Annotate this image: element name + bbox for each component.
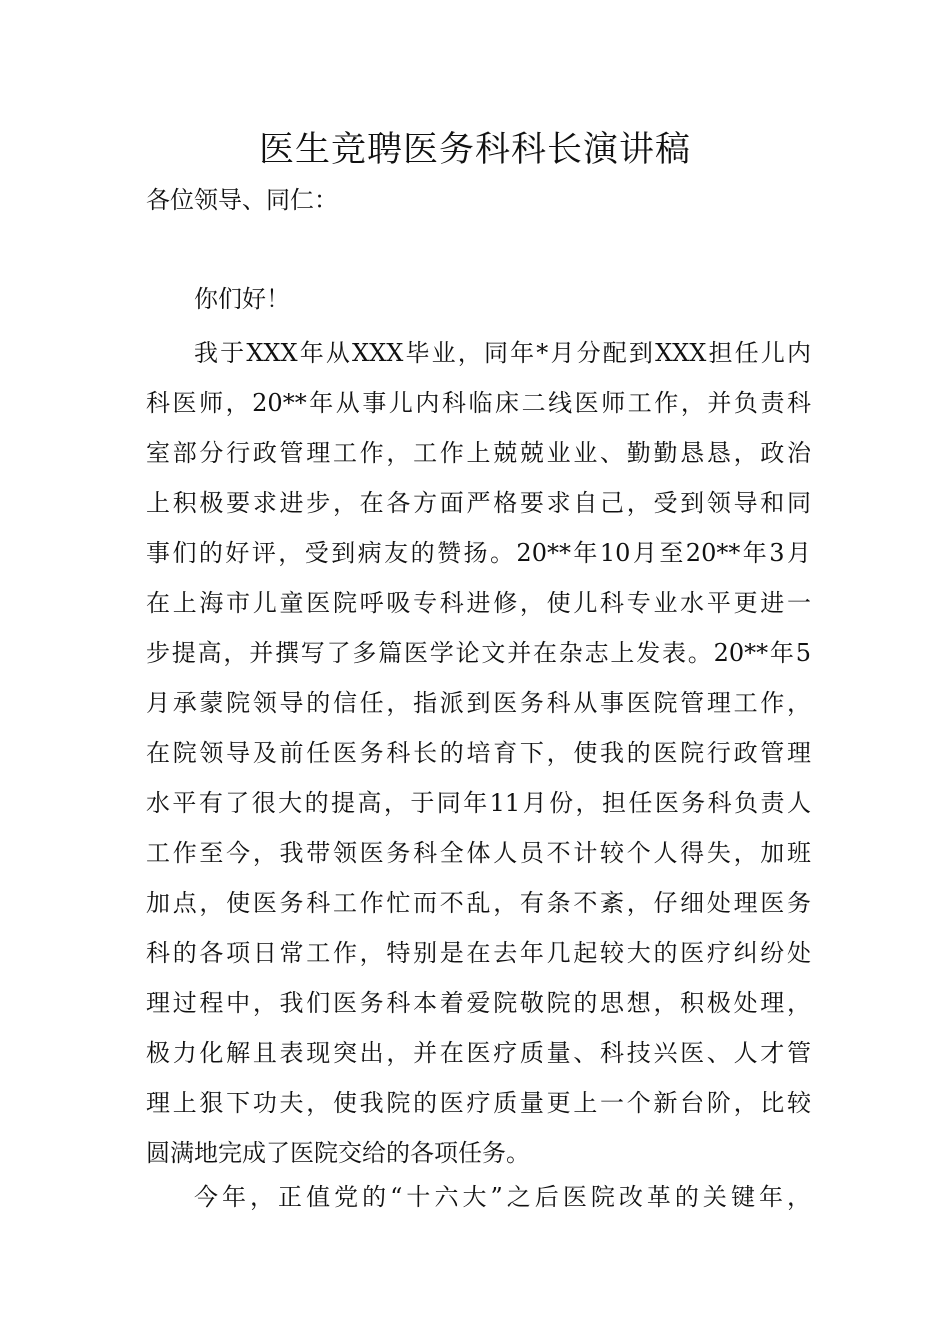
paragraph-line: 事们的好评，受到病友的赞扬。20**年10月至20**年3月: [146, 539, 811, 567]
salutation: 各位领导、同仁：: [146, 186, 338, 214]
paragraph-line: 今年，正值党的“十六大”之后医院改革的关键年，: [194, 1183, 811, 1211]
greeting: 你们好！: [194, 285, 290, 313]
paragraph-line: 圆满地完成了医院交给的各项任务。: [146, 1139, 530, 1167]
paragraph-line: 理上狠下功夫，使我院的医疗质量更上一个新台阶，比较: [146, 1089, 811, 1117]
paragraph-line: 工作至今，我带领医务科全体人员不计较个人得失，加班: [146, 839, 811, 867]
paragraph-line: 加点，使医务科工作忙而不乱，有条不紊，仔细处理医务: [146, 889, 811, 917]
document-title: 医生竞聘医务科科长演讲稿: [258, 130, 691, 170]
paragraph-line: 步提高，并撰写了多篇医学论文并在杂志上发表。20**年5: [146, 639, 811, 667]
paragraph-line: 科的各项日常工作，特别是在去年几起较大的医疗纠纷处: [146, 939, 811, 967]
paragraph-line: 科医师，20**年从事儿内科临床二线医师工作，并负责科: [146, 389, 811, 417]
paragraph-line: 室部分行政管理工作，工作上兢兢业业、勤勤恳恳，政治: [146, 439, 811, 467]
paragraph-line: 在院领导及前任医务科长的培育下，使我的医院行政管理: [146, 739, 811, 767]
paragraph-2: [146, 1172, 811, 1222]
paragraph-line: 理过程中，我们医务科本着爱院敬院的思想，积极处理，: [146, 989, 811, 1017]
paragraph-1: [146, 328, 811, 1178]
paragraph-line: 在上海市儿童医院呼吸专科进修，使儿科专业水平更进一: [146, 589, 811, 617]
paragraph-line: 上积极要求进步，在各方面严格要求自己，受到领导和同: [146, 489, 811, 517]
paragraph-line: 极力化解且表现突出，并在医疗质量、科技兴医、人才管: [146, 1039, 811, 1067]
paragraph-line: 水平有了很大的提高，于同年11月份，担任医务科负责人: [146, 789, 811, 817]
paragraph-line: 月承蒙院领导的信任，指派到医务科从事医院管理工作，: [146, 689, 811, 717]
paragraph-line: 我于XXX年从XXX毕业，同年*月分配到XXX担任儿内: [194, 339, 811, 367]
